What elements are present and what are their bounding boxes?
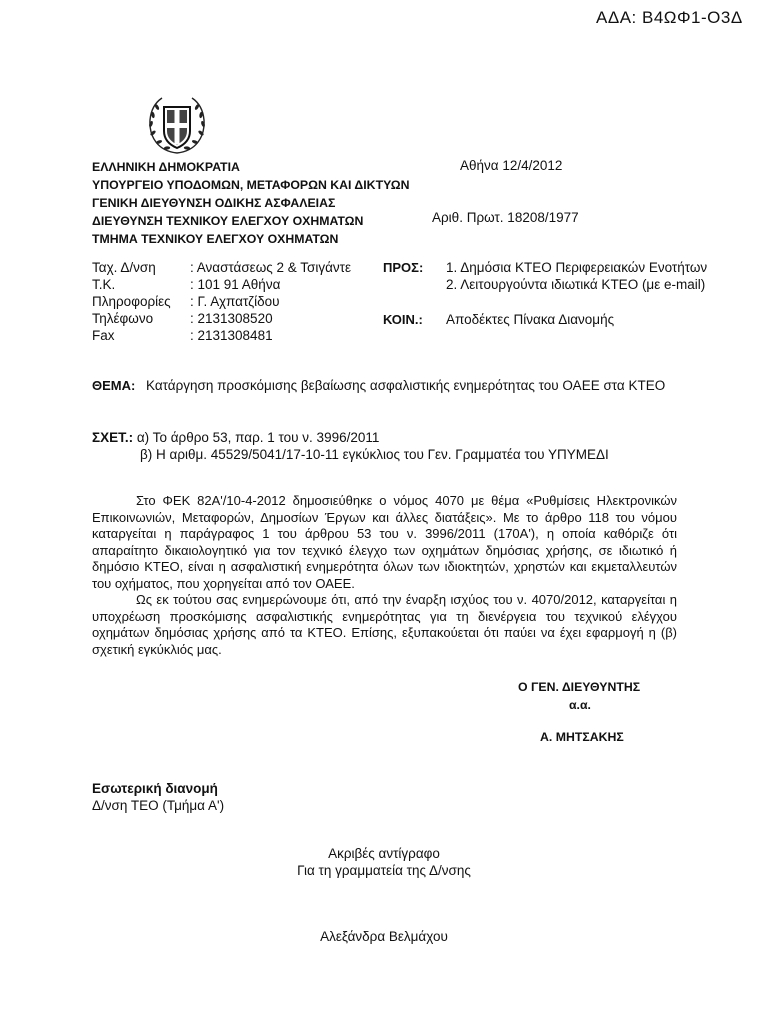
greek-coat-of-arms-emblem: [144, 93, 210, 159]
contact-row: [92, 293, 351, 310]
ada-code: ΑΔΑ: Β4ΩΦ1-Ο3Δ: [596, 8, 743, 27]
recipients-list: [446, 259, 707, 293]
contact-row: [92, 310, 351, 327]
signatory-title: Ο ΓΕΝ. ΔΙΕΥΘΥΝΤΗΣ: [518, 680, 641, 694]
contact-value: : 2131308481: [190, 328, 273, 343]
contact-row: [92, 259, 351, 276]
certified-copy-label: Ακριβές αντίγραφο: [328, 846, 440, 861]
contact-label: Πληροφορίες: [92, 294, 171, 309]
reference-item: β) Η αριθμ. 45529/5041/17-10-11 εγκύκλιος του Γεν. Γραμματέα του ΥΠΥΜΕΔΙ: [140, 447, 609, 462]
reference-label: ΣΧΕΤ.:: [92, 430, 134, 445]
subject-text: Κατάργηση προσκόμισης βεβαίωσης ασφαλιστικής ενημερότητας του ΟΑΕΕ στα ΚΤΕΟ: [146, 378, 666, 393]
signatory-aa: α.α.: [569, 698, 591, 712]
header-line: ΔΙΕΥΘΥΝΣΗ ΤΕΧΝΙΚΟΥ ΕΛΕΓΧΟΥ ΟΧΗΜΑΤΩΝ: [92, 214, 364, 228]
header-line: ΥΠΟΥΡΓΕΙΟ ΥΠΟΔΟΜΩΝ, ΜΕΤΑΦΟΡΩΝ ΚΑΙ ΔΙΚΤΥΩΝ: [92, 178, 410, 192]
subject-label: ΘΕΜΑ:: [92, 378, 136, 393]
header-line: ΕΛΛΗΝΙΚΗ ΔΗΜΟΚΡΑΤΙΑ: [92, 160, 240, 174]
protocol-number: Αριθ. Πρωτ. 18208/1977: [432, 210, 579, 225]
recipient-item: 1. Δημόσια ΚΤΕΟ Περιφερειακών Ενοτήτων: [446, 260, 708, 275]
reference-item: α) Το άρθρο 53, παρ. 1 του ν. 3996/2011: [133, 430, 380, 445]
certified-copy-name: Αλεξάνδρα Βελμάχου: [320, 929, 448, 944]
signatory-name: Α. ΜΗΤΣΑΚΗΣ: [540, 730, 624, 744]
contact-label: Τ.Κ.: [92, 277, 116, 292]
body-paragraph: Ως εκ τούτου σας ενημερώνουμε ότι, από την έναρξη ισχύος του ν. 4070/2012, καταργείται η υποχρέωση προσκόμισης ασφαλιστικής ενημερότητας για τη διενέργεια του τεχνικού ελέγχου οχημάτων δημόσιας χρήσης από τα ΚΤΕΟ. Επίσης, εξυπακούεται ότι παύει να έχει εφαρμογή η (β) σχετική εγκύκλιός μας.: [92, 592, 677, 657]
contact-row: [92, 327, 351, 344]
cc-value: Αποδέκτες Πίνακα Διανομής: [446, 312, 615, 327]
contact-value: : Γ. Αχπατζίδου: [190, 294, 280, 309]
contact-value: : Αναστάσεως 2 & Τσιγάντε: [190, 260, 352, 275]
reference-line: [92, 429, 609, 446]
recipient-item: 2. Λειτουργούντα ιδιωτικά ΚΤΕΟ (με e-mail): [446, 277, 706, 292]
contact-details: [92, 259, 351, 344]
contact-row: [92, 276, 351, 293]
certified-copy-secretariat: Για τη γραμματεία της Δ/νσης: [297, 863, 471, 878]
contact-label: Τηλέφωνο: [92, 311, 154, 326]
issuing-authority-header: [92, 158, 410, 248]
body-paragraph: Στο ΦΕΚ 82Α'/10-4-2012 δημοσιεύθηκε ο νόμος 4070 με θέμα «Ρυθμίσεις Ηλεκτρονικών Επικοινωνιών, Μεταφορών, Δημοσίων Έργων και άλλες διατάξεις». Με το άρθρο 118 του νόμου καταργείται η παράγραφος 1 του άρθρου 53 του ν. 3996/2011 (170Α'), η οποία καθόριζε ότι απαραίτητο δικαιολογητικό για τον τεχνικό έλεγχο των οχημάτων δημόσιας χρήσης, σε ιδιωτικό ή δημόσιο ΚΤΕΟ, είναι η ασφαλιστική ενημερότητα όλων των ιδιοκτητών, χρηστών και εκμεταλλευτών του οχήματος, που χορηγείται από τον ΟΑΕΕ.: [92, 493, 677, 591]
internal-distribution: [92, 780, 224, 814]
contact-label: Fax: [92, 328, 115, 343]
letter-body: [92, 493, 677, 658]
recipients-label: ΠΡΟΣ:: [383, 260, 424, 275]
references: [92, 429, 609, 463]
contact-value: : 2131308520: [190, 311, 273, 326]
place-and-date: Αθήνα 12/4/2012: [460, 158, 563, 173]
distribution-item: Δ/νση ΤΕΟ (Τμήμα Α'): [92, 798, 225, 813]
contact-value: : 101 91 Αθήνα: [190, 277, 281, 292]
header-line: ΤΜΗΜΑ ΤΕΧΝΙΚΟΥ ΕΛΕΓΧΟΥ ΟΧΗΜΑΤΩΝ: [92, 232, 339, 246]
cc-label: ΚΟΙΝ.:: [383, 312, 423, 327]
contact-label: Ταχ. Δ/νση: [92, 260, 156, 275]
header-line: ΓΕΝΙΚΗ ΔΙΕΥΘΥΝΣΗ ΟΔΙΚΗΣ ΑΣΦΑΛΕΙΑΣ: [92, 196, 336, 210]
distribution-title: Εσωτερική διανομή: [92, 781, 218, 796]
